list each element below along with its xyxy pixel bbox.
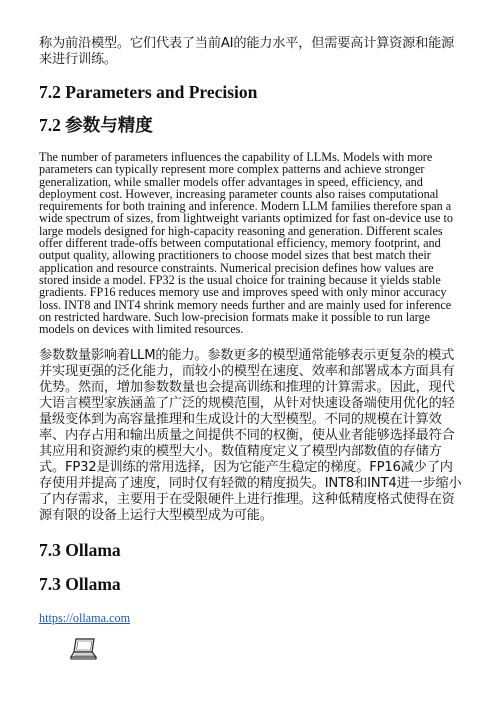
body-paragraph-en: The number of parameters influences the capability of LLMs. Models with more parameters can typically represent more complex patterns and achieve stronger generalization, while smaller models offer advantages in speed, efficiency, and deployment cost. However, increasing parameter counts also raises computational requirements for both training and inference. Modern LLM families therefore span a wide spectrum of sizes, from lightweight variants optimized for fast on-device use to large models designed for high-capacity reasoning and generation. Different scales offer different trade-offs between computational efficiency, memory footprint, and output quality, allowing practitioners to choose model sizes that best match their application and resource constraints. Numerical precision defines how values are stored inside a model. FP32 is the usual choice for training because it yields stable gradients. FP16 reduces memory use and improves speed with only minor accuracy loss. INT8 and INT4 shrink memory needs further and are mainly used for inference on restricted hardware. Such low-precision formats make it possible to run large models on devices with limited resources. [39,150,453,337]
section-title-cn: 参数与精度 [65,116,153,136]
body-paragraph-cn: 参数数量影响着LLM的能力。参数更多的模型通常能够表示更复杂的模式并实现更强的泛化能力，而较小的模型在速度、效率和部署成本方面具有优势。然而，增加参数数量也会提高训练和推理的计算需求。因此，现代大语言模型家族涵盖了广泛的规模范围，从针对快速设备端使用优化的轻量级变体到为高容量推理和生成设计的大型模型。不同的规模在计算效率、内存占用和输出质量之间提供不同的权衡，使从业者能够选择最符合其应用和资源约束的模型大小。数值精度定义了模型内部数值的存储方式。FP32是训练的常用选择，因为它能产生稳定的梯度。FP16减少了内存使用并提高了速度，同时仅有轻微的精度损失。INT8和INT4进一步缩小了内存需求，主要用于在受限硬件上进行推理。这种低精度格式使得在资源有限的设备上运行大型模型成为可能。 [39,348,462,524]
section-number: 7.2 [39,115,66,135]
document-page [39,36,464,662]
section-heading-ollama-en: 7.3 Ollama [39,540,121,561]
laptop-icon [69,636,464,662]
section-heading-cn [39,114,464,137]
section-heading-ollama-cn: 7.3 Ollama [39,574,121,595]
section-heading-en: 7.2 Parameters and Precision [39,82,258,102]
laptop-icon-svg [69,636,99,662]
ollama-link[interactable]: https://ollama.com [39,611,131,626]
link-line [39,607,464,626]
continuation-paragraph: 称为前沿模型。它们代表了当前AI的能力水平，但需要高计算资源和能源来进行训练。 [39,36,455,67]
